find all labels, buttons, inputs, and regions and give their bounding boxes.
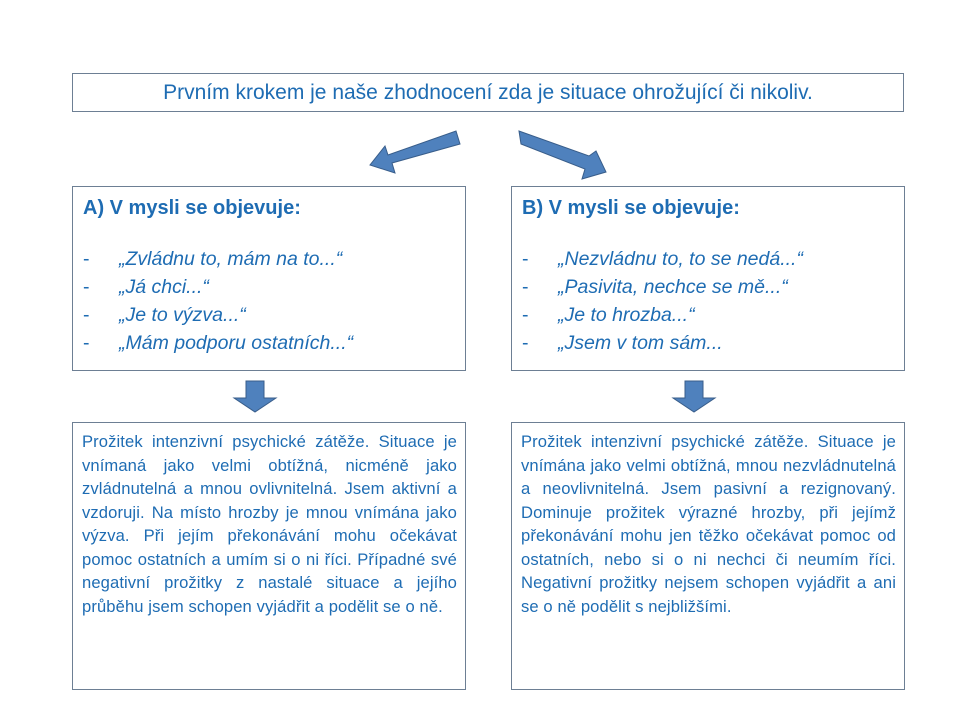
list-item: - „Je to výzva...“: [83, 304, 246, 326]
branch-a-heading: A) V mysli se objevuje:: [83, 197, 301, 219]
list-item: - „Já chci...“: [83, 276, 209, 298]
list-item: - „Je to hrozba...“: [522, 304, 695, 326]
arrow-down-left-branch-icon: [234, 381, 276, 412]
list-item: - „Zvládnu to, mám na to...“: [83, 248, 343, 270]
list-item: - „Nezvládnu to, to se nedá...“: [522, 248, 803, 270]
branch-b-thoughts-box: [511, 186, 905, 371]
branch-b-heading: B) V mysli se objevuje:: [522, 197, 740, 219]
arrow-down-left-icon: [370, 131, 460, 173]
branch-b-description: Prožitek intenzivní psychické zátěže. Situace je vnímána jako velmi obtížná, mnou nezvládnutelná a neovlivnitelná. Jsem pasivní a rezignovaný. Dominuje prožitek výrazné hrozby, při jejímž překonávání mohu jen těžko očekávat pomoc od ostatních, nebo si o ni nechci či neumím říci. Negativní prožitky nejsem schopen vyjádřit a ani se o ně podělit s nejbližšími.: [521, 432, 896, 616]
list-item: - „Jsem v tom sám...: [522, 332, 723, 354]
list-item: - „Mám podporu ostatních...“: [83, 332, 354, 354]
branch-b-description-box: [511, 422, 905, 690]
arrow-down-right-icon: [519, 131, 606, 179]
branch-a-thought-list: [83, 245, 455, 357]
arrow-down-right-branch-icon: [673, 381, 715, 412]
branch-b-thought-list: [522, 245, 894, 357]
branch-a-description: Prožitek intenzivní psychické zátěže. Situace je vnímaná jako velmi obtížná, nicméně jako zvládnutelná a mnou ovlivnitelná. Jsem aktivní a vzdoruji. Na místo hrozby je mnou vnímána jako výzva. Při jejím překonávání mohu očekávat pomoc ostatních a umím si o ni říci. Případné své negativní prožitky z nastalé situace a jejího průběhu jsem schopen vyjádřit a podělit se o ně.: [82, 432, 457, 616]
top-statement: Prvním krokem je naše zhodnocení zda je situace ohrožující či nikoliv.: [163, 80, 813, 104]
list-item: - „Pasivita, nechce se mě...“: [522, 276, 788, 298]
branch-a-thoughts-box: [72, 186, 466, 371]
branch-a-description-box: [72, 422, 466, 690]
